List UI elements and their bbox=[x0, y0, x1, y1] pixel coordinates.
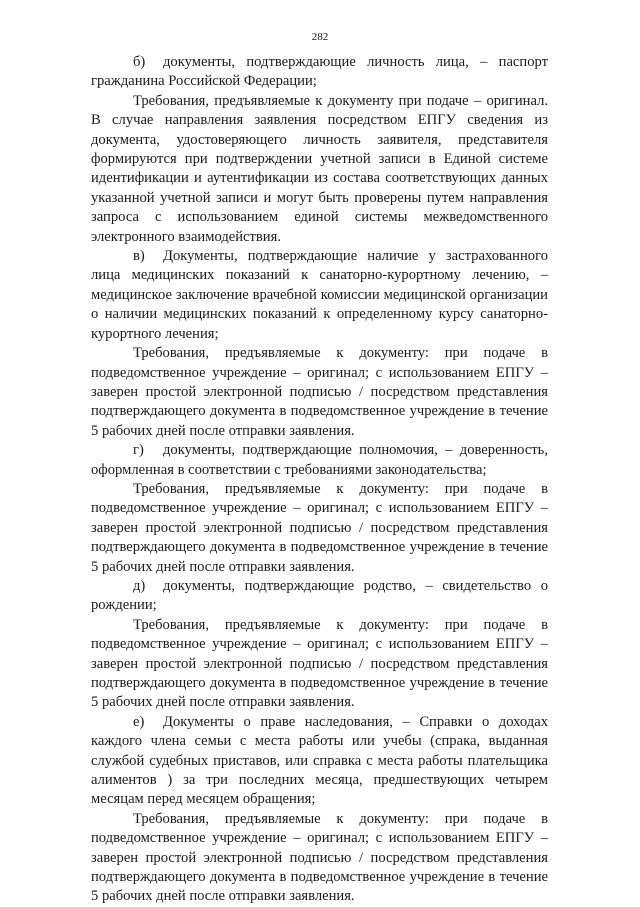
item-marker: б) bbox=[133, 54, 146, 70]
paragraph-text: Требования, предъявляемые к документу: при подаче в подведомственное учреждение – оригинал; с использованием ЕПГУ – заверен простой электронной подписью / посредством представления подтверждающего документа в подведомственное учреждение в течение 5 рабочих дней после отправки заявления. bbox=[91, 345, 548, 439]
requirements-paragraph bbox=[91, 810, 548, 907]
requirements-paragraph bbox=[91, 616, 548, 713]
paragraph-text: Документы, подтверждающие наличие у застрахованного лица медицинских показаний к санаторно-курортному лечению, – медицинское заключение врачебной комиссии медицинской организации о наличии медицинских показаний к определенному курсу санаторно-курортного лечения; bbox=[91, 248, 548, 342]
requirements-paragraph bbox=[91, 92, 548, 247]
paragraph-text: документы, подтверждающие личность лица, – паспорт гражданина Российской Федерации; bbox=[91, 54, 548, 90]
item-v-paragraph bbox=[91, 247, 548, 344]
item-b-paragraph bbox=[91, 53, 548, 92]
document-body bbox=[91, 53, 548, 907]
paragraph-text: документы, подтверждающие родство, – свидетельство о рождении; bbox=[91, 577, 548, 614]
requirements-paragraph bbox=[91, 480, 548, 577]
paragraph-text: Требования, предъявляемые к документу: при подаче в подведомственное учреждение – оригинал; с использованием ЕПГУ – заверен простой электронной подписью / посредством представления подтверждающего документа в подведомственное учреждение в течение 5 рабочих дней после отправки заявления. bbox=[91, 810, 548, 905]
page-number: 282 bbox=[311, 31, 329, 43]
requirements-paragraph bbox=[91, 344, 548, 441]
paragraph-text: Требования, предъявляемые к документу: при подаче в подведомственное учреждение – оригинал; с использованием ЕПГУ – заверен простой электронной подписью / посредством представления подтверждающего документа в подведомственное учреждение в течение 5 рабочих дней после отправки заявления. bbox=[91, 480, 548, 575]
paragraph-text: Документы о праве наследования, – Справки о доходах каждого члена семьи с места работы или учебы (спрака, выданная службой судебных приставов, или справка с места работы плательщика алиментов ) за три последних месяца, предшествующих четырем месяцам перед месяцем обращения; bbox=[91, 713, 548, 808]
item-marker: д) bbox=[133, 577, 146, 594]
item-g-paragraph bbox=[91, 441, 548, 480]
item-d-paragraph bbox=[91, 577, 548, 616]
item-e-paragraph bbox=[91, 713, 548, 810]
item-marker: в) bbox=[133, 248, 145, 265]
paragraph-text: Требования, предъявляемые к документу: при подаче в подведомственное учреждение – оригинал; с использованием ЕПГУ – заверен простой электронной подписью / посредством представления подтверждающего документа в подведомственное учреждение в течение 5 рабочих дней после отправки заявления. bbox=[91, 616, 548, 711]
item-marker: г) bbox=[133, 442, 144, 459]
paragraph-text: Требования, предъявляемые к документу при подаче – оригинал. В случае направления заявления посредством ЕПГУ сведения из документа, удостоверяющего личность заявителя, представителя формируются при подтверждении учетной записи в Единой системе идентификации и аутентификации из состава соответствующих данных указанной учетной записи и могут быть проверены путем направления запроса с использованием единой системы межведомственного электронного взаимодействия. bbox=[91, 92, 548, 245]
item-marker: е) bbox=[133, 713, 145, 730]
paragraph-text: документы, подтверждающие полномочия, – доверенность, оформленная в соответствии с требованиями законодательства; bbox=[91, 442, 548, 478]
